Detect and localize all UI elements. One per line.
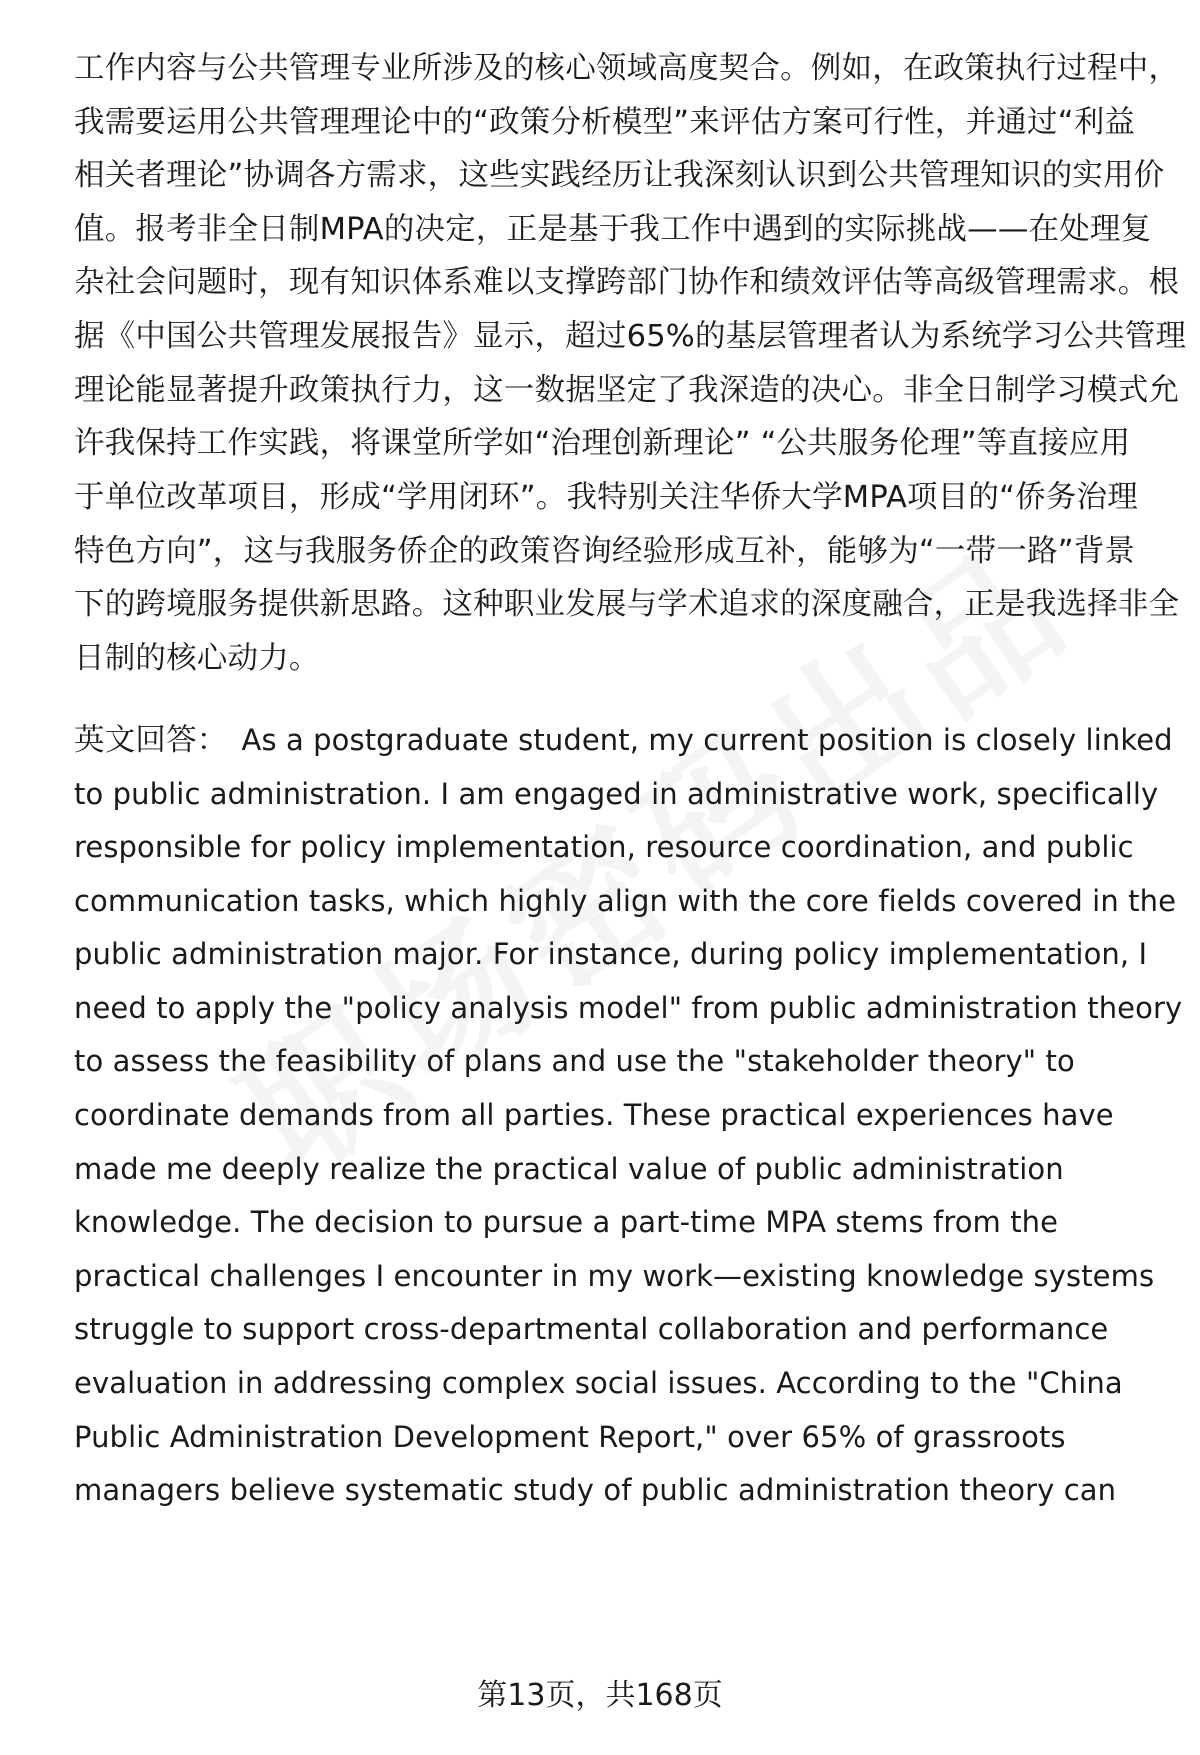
chinese-text-line: 许我保持工作实践，将课堂所学如“治理创新理论” “公共服务伦理”等直接应用 bbox=[74, 426, 1131, 461]
english-text-line: public administration major. For instance, during policy implementation, I bbox=[74, 937, 1148, 971]
english-answer-label: 英文回答： bbox=[74, 723, 228, 758]
english-text-line: managers believe systematic study of public administration theory can bbox=[74, 1473, 1117, 1507]
english-text-line: As a postgraduate student, my current position is closely linked bbox=[241, 723, 1173, 757]
english-text-line: communication tasks, which highly align with the core fields covered in the bbox=[74, 884, 1177, 918]
chinese-text-line: 特色方向”，这与我服务侨企的政策咨询经验形成互补，能够为“一带一路”背景 bbox=[74, 534, 1136, 569]
english-text-line: struggle to support cross-departmental collaboration and performance bbox=[74, 1312, 1109, 1346]
chinese-text-line: 值。报考非全日制MPA的决定，正是基于我工作中遇到的实际挑战——在处理复 bbox=[74, 212, 1152, 247]
chinese-text-line: 于单位改革项目，形成“学用闭环”。我特别关注华侨大学MPA项目的“侨务治理 bbox=[74, 480, 1138, 515]
english-text-line: made me deeply realize the practical value of public administration bbox=[74, 1152, 1064, 1186]
english-text-line: to public administration. I am engaged in administrative work, specifically bbox=[74, 777, 1159, 811]
english-text-line: need to apply the "policy analysis model" from public administration theory bbox=[74, 991, 1183, 1025]
english-text-line: evaluation in addressing complex social issues. According to the "China bbox=[74, 1366, 1123, 1400]
english-text-line: knowledge. The decision to pursue a part-time MPA stems from the bbox=[74, 1205, 1059, 1239]
chinese-text-line: 据《中国公共管理发展报告》显示，超过65%的基层管理者认为系统学习公共管理 bbox=[74, 319, 1187, 354]
chinese-text-line: 我需要运用公共管理理论中的“政策分析模型”来评估方案可行性，并通过“利益 bbox=[74, 105, 1136, 140]
chinese-text-line: 杂社会问题时，现有知识体系难以支撑跨部门协作和绩效评估等高级管理需求。根 bbox=[74, 265, 1180, 300]
chinese-text-line: 工作内容与公共管理专业所涉及的核心领域高度契合。例如，在政策执行过程中， bbox=[74, 51, 1180, 86]
english-text-line: Public Administration Development Report," over 65% of grassroots bbox=[74, 1420, 1066, 1454]
chinese-text-line: 相关者理论”协调各方需求，这些实践经历让我深刻认识到公共管理知识的实用价 bbox=[74, 158, 1165, 193]
chinese-text-line: 日制的核心动力。 bbox=[74, 641, 320, 676]
english-text-line: coordinate demands from all parties. These practical experiences have bbox=[74, 1098, 1114, 1132]
chinese-text-line: 理论能显著提升政策执行力，这一数据坚定了我深造的决心。非全日制学习模式允 bbox=[74, 373, 1180, 408]
english-first-line bbox=[74, 720, 1173, 760]
english-text-line: responsible for policy implementation, resource coordination, and public bbox=[74, 830, 1134, 864]
english-text-line: practical challenges I encounter in my work—existing knowledge systems bbox=[74, 1259, 1155, 1293]
page-number-footer: 第13页，共168页 bbox=[477, 1678, 723, 1713]
chinese-text-line: 下的跨境服务提供新思路。这种职业发展与学术追求的深度融合，正是我选择非全 bbox=[74, 587, 1180, 622]
english-text-line: to assess the feasibility of plans and use the "stakeholder theory" to bbox=[74, 1044, 1075, 1078]
